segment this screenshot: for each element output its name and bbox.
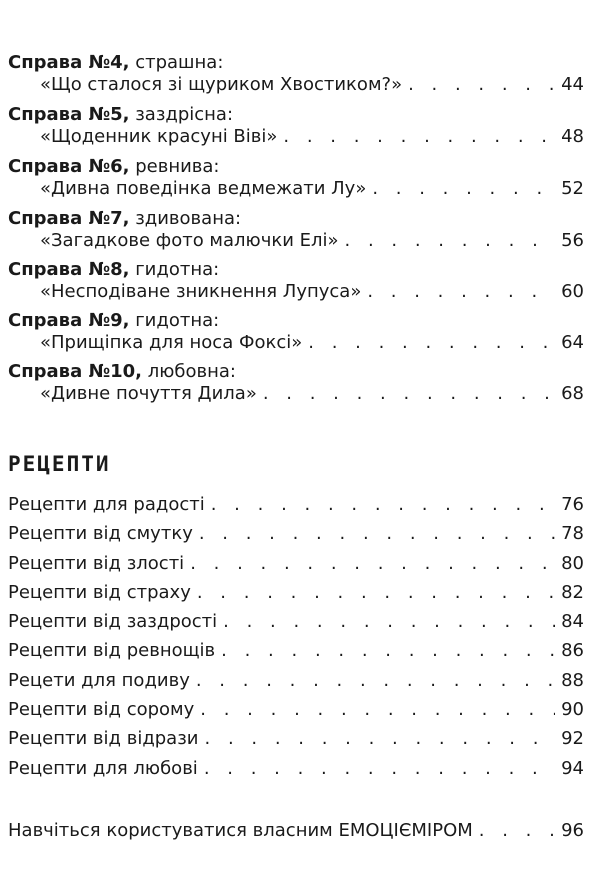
dot-leader xyxy=(205,728,556,750)
case-title: «Несподіване зникнення Лупуса» xyxy=(40,281,362,302)
page-number: 90 xyxy=(561,699,584,721)
dot-leader xyxy=(367,281,555,303)
page-number: 94 xyxy=(561,757,584,779)
case-entry-10 xyxy=(8,361,584,405)
case-title: «Загадкове фото малючки Елі» xyxy=(40,230,339,251)
page-number: 64 xyxy=(561,332,584,353)
page-number: 80 xyxy=(561,552,584,574)
case-number: Справа №10, xyxy=(8,361,143,382)
recipe-title: Рецети для подиву xyxy=(8,669,190,691)
toc-entry xyxy=(8,281,584,303)
case-entry-7 xyxy=(8,208,584,252)
dot-leader xyxy=(211,494,555,516)
case-mood: заздрісна: xyxy=(129,104,234,125)
case-entry-8 xyxy=(8,259,584,303)
dot-leader xyxy=(190,553,555,575)
case-heading xyxy=(8,208,584,230)
dot-leader xyxy=(263,383,555,405)
case-title: «Дивне почуття Дила» xyxy=(40,383,257,404)
case-mood: здивована: xyxy=(129,208,242,229)
toc-entry xyxy=(8,178,584,200)
case-title: «Щоденник красуні Віві» xyxy=(40,126,278,147)
case-heading xyxy=(8,156,584,178)
dot-leader xyxy=(372,178,555,200)
dot-leader xyxy=(345,230,556,252)
case-mood: страшна: xyxy=(129,52,224,73)
toc-entry xyxy=(8,820,584,842)
dot-leader xyxy=(199,523,555,545)
case-entry-5 xyxy=(8,104,584,148)
dot-leader xyxy=(197,582,555,604)
toc-entry xyxy=(8,699,584,728)
dot-leader xyxy=(408,74,555,96)
recipe-title: Рецепти для любові xyxy=(8,757,198,779)
case-title: «Що сталося зі щуриком Хвостиком?» xyxy=(40,74,403,95)
page-number: 76 xyxy=(561,494,584,515)
final-title: Навчіться користуватися власним ЕМОЦІЄМІРОМ xyxy=(8,820,473,841)
case-number: Справа №9, xyxy=(8,310,130,331)
case-heading xyxy=(8,52,584,74)
case-number: Справа №6, xyxy=(8,156,130,177)
case-entry-6 xyxy=(8,156,584,200)
page-number: 84 xyxy=(561,611,584,633)
page-number: 68 xyxy=(561,383,584,404)
case-mood: гидотна: xyxy=(129,310,220,331)
case-entry-9 xyxy=(8,310,584,354)
case-number: Справа №8, xyxy=(8,259,130,280)
toc-entry xyxy=(8,611,584,640)
page-number: 48 xyxy=(561,126,584,147)
recipe-title: Рецепти від ревнощів xyxy=(8,640,216,662)
recipe-title: Рецепти від страху xyxy=(8,581,191,603)
toc-entry xyxy=(8,523,584,552)
toc-entry xyxy=(8,640,584,669)
dot-leader xyxy=(196,670,555,692)
page-number: 88 xyxy=(561,669,584,691)
recipe-title: Рецепти від відрази xyxy=(8,728,199,750)
recipes-list xyxy=(8,494,584,787)
page-number: 78 xyxy=(561,523,584,545)
toc-entry xyxy=(8,383,584,405)
dot-leader xyxy=(308,332,555,354)
case-entry-4 xyxy=(8,52,584,96)
case-heading xyxy=(8,104,584,126)
toc-entry xyxy=(8,582,584,611)
case-number: Справа №7, xyxy=(8,208,130,229)
dot-leader xyxy=(200,699,555,721)
case-mood: любовна: xyxy=(142,361,236,382)
case-number: Справа №4, xyxy=(8,52,130,73)
toc-entry xyxy=(8,728,584,757)
case-mood: гидотна: xyxy=(129,259,220,280)
case-title: «Дивна поведінка ведмежати Лу» xyxy=(40,178,367,199)
dot-leader xyxy=(479,820,555,842)
recipe-title: Рецепти від злості xyxy=(8,552,185,574)
toc-entry xyxy=(8,230,584,252)
page-number: 96 xyxy=(561,820,584,841)
toc-entry xyxy=(8,126,584,148)
dot-leader xyxy=(221,640,555,662)
recipe-title: Рецепти від сорому xyxy=(8,699,195,721)
toc-entry xyxy=(8,670,584,699)
recipe-title: Рецепти від заздрості xyxy=(8,611,218,633)
toc-entry xyxy=(8,494,584,523)
case-heading xyxy=(8,259,584,281)
recipe-title: Рецепти від смутку xyxy=(8,523,193,545)
page-number: 86 xyxy=(561,640,584,662)
case-heading xyxy=(8,310,584,332)
recipes-heading: РЕЦЕПТИ xyxy=(8,452,111,476)
page-number: 44 xyxy=(561,74,584,95)
page-number: 82 xyxy=(561,581,584,603)
toc-entry xyxy=(8,553,584,582)
case-mood: ревнива: xyxy=(129,156,220,177)
toc-entry xyxy=(8,758,584,787)
dot-leader xyxy=(223,611,555,633)
toc-entry xyxy=(8,74,584,96)
page-number: 92 xyxy=(561,728,584,750)
page-number: 56 xyxy=(561,230,584,251)
dot-leader xyxy=(283,126,555,148)
case-heading xyxy=(8,361,584,383)
page-number: 52 xyxy=(561,178,584,199)
page-number: 60 xyxy=(561,281,584,302)
case-number: Справа №5, xyxy=(8,104,130,125)
dot-leader xyxy=(204,758,555,780)
recipe-title: Рецепти для радості xyxy=(8,494,205,515)
final-entry xyxy=(8,820,584,842)
case-title: «Прищіпка для носа Фоксі» xyxy=(40,332,303,353)
toc-entry xyxy=(8,332,584,354)
